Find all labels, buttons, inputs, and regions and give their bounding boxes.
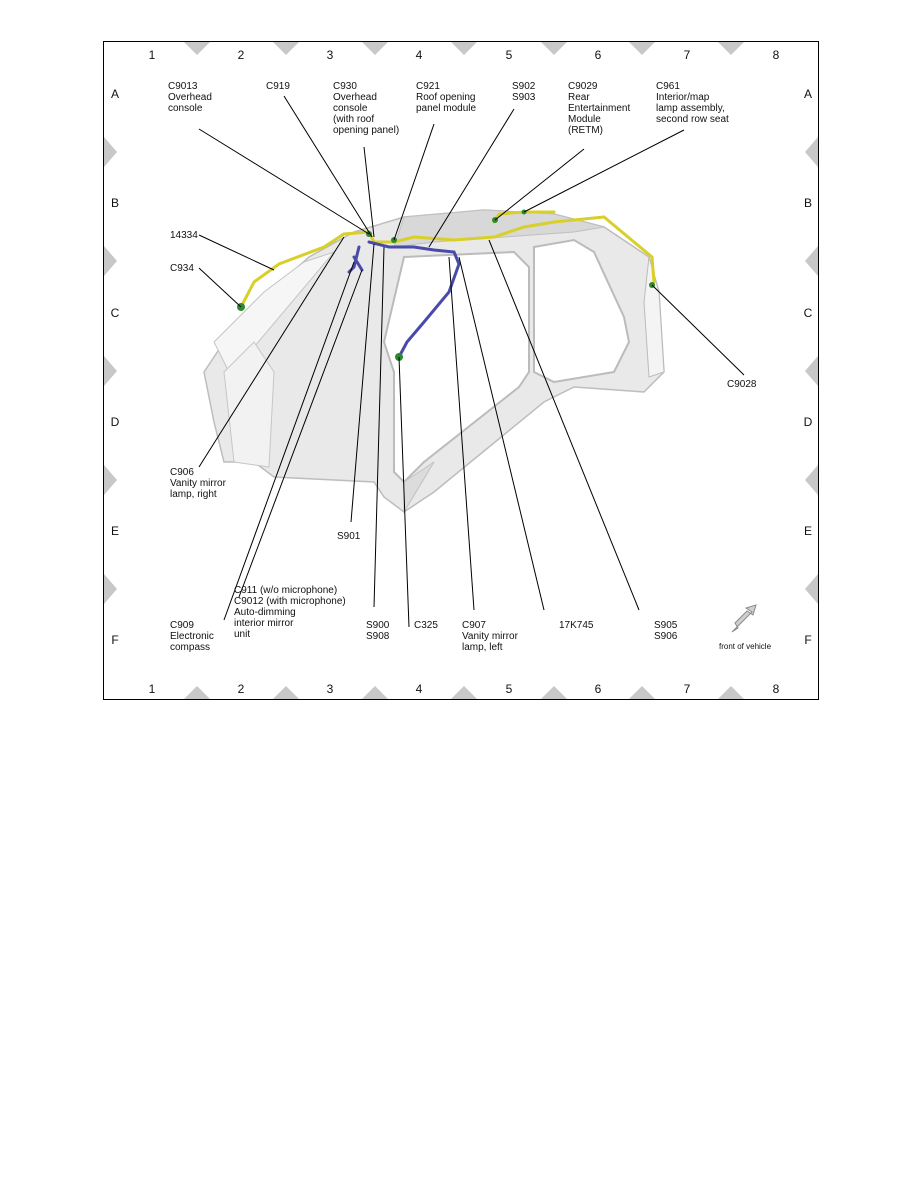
grid-column-label-top: 1 — [148, 48, 156, 62]
grid-column-label-bottom: 1 — [148, 682, 156, 696]
grid-row-label-right: E — [803, 524, 813, 538]
grid-marker — [718, 686, 744, 699]
grid-marker — [805, 137, 818, 167]
grid-row-label-left: B — [110, 196, 120, 210]
grid-marker — [805, 246, 818, 276]
grid-marker — [629, 686, 655, 699]
callout-c921: C921 Roof opening panel module — [416, 81, 477, 114]
grid-marker — [104, 465, 117, 495]
grid-column-label-bottom: 8 — [772, 682, 780, 696]
callout-c930: C930 Overhead console (with roof opening panel) — [333, 81, 400, 136]
vehicle-body — [204, 210, 664, 512]
callout-c9028: C9028 — [727, 379, 757, 390]
grid-marker — [629, 42, 655, 55]
front-of-vehicle-indicator — [719, 605, 772, 651]
wiring-diagram — [103, 41, 819, 700]
callout-c9029: C9029 Rear Entertainment Module (RETM) — [568, 81, 631, 136]
grid-row-label-right: F — [804, 633, 812, 647]
grid-marker — [362, 686, 388, 699]
grid-marker — [184, 42, 210, 55]
grid-marker — [273, 42, 299, 55]
grid-column-label-top: 7 — [683, 48, 691, 62]
grid-marker — [273, 686, 299, 699]
grid-row-label-left: A — [110, 87, 120, 101]
callout-s905: S905 S906 — [654, 620, 678, 642]
grid-column-label-bottom: 3 — [326, 682, 334, 696]
grid-column-label-top: 6 — [594, 48, 602, 62]
grid-row-label-left: E — [110, 524, 120, 538]
callout-c961: C961 Interior/map lamp assembly, second row seat — [656, 81, 729, 125]
grid-row-label-left: F — [111, 633, 119, 647]
grid-marker — [805, 356, 818, 386]
grid-row-label-right: D — [803, 415, 813, 429]
grid-marker — [104, 137, 117, 167]
grid-marker — [104, 574, 117, 604]
grid-marker — [805, 574, 818, 604]
diagram-canvas — [104, 42, 818, 699]
grid-column-label-top: 3 — [326, 48, 334, 62]
grid-column-label-bottom: 7 — [683, 682, 691, 696]
grid-row-label-right: C — [803, 306, 813, 320]
callout-c919: C919 — [266, 81, 290, 92]
callout-c909: C909 Electronic compass — [170, 620, 214, 653]
grid-marker — [805, 465, 818, 495]
grid-marker — [718, 42, 744, 55]
callout-s902: S902 S903 — [512, 81, 536, 103]
callout-c325: C325 — [414, 620, 438, 631]
grid-column-label-top: 8 — [772, 48, 780, 62]
grid-marker — [104, 356, 117, 386]
callout-s901: S901 — [337, 531, 361, 542]
grid-marker — [451, 686, 477, 699]
callout-n14334: 14334 — [170, 230, 198, 241]
grid-row-label-right: A — [803, 87, 813, 101]
grid-column-label-top: 5 — [505, 48, 513, 62]
grid-row-label-left: C — [110, 306, 120, 320]
callout-s900: S900 S908 — [366, 620, 390, 642]
grid-column-label-bottom: 2 — [237, 682, 245, 696]
callout-c911: C911 (w/o microphone) C9012 (with microphone) Auto-dimming interior mirror unit — [234, 585, 346, 640]
grid-marker — [104, 246, 117, 276]
grid-marker — [451, 42, 477, 55]
callout-n17k745: 17K745 — [559, 620, 594, 631]
grid-column-label-bottom: 5 — [505, 682, 513, 696]
grid-marker — [541, 42, 567, 55]
callout-c906: C906 Vanity mirror lamp, right — [170, 467, 226, 500]
callout-c934: C934 — [170, 263, 194, 274]
callout-c9013: C9013 Overhead console — [168, 81, 212, 114]
grid-column-label-top: 2 — [237, 48, 245, 62]
front-of-vehicle-label: front of vehicle — [719, 642, 772, 651]
grid-row-label-right: B — [803, 196, 813, 210]
grid-column-label-bottom: 4 — [415, 682, 423, 696]
grid-column-label-bottom: 6 — [594, 682, 602, 696]
grid-marker — [362, 42, 388, 55]
grid-marker — [184, 686, 210, 699]
grid-marker — [541, 686, 567, 699]
grid-column-label-top: 4 — [415, 48, 423, 62]
callout-c907: C907 Vanity mirror lamp, left — [462, 620, 518, 653]
grid-row-label-left: D — [110, 415, 120, 429]
